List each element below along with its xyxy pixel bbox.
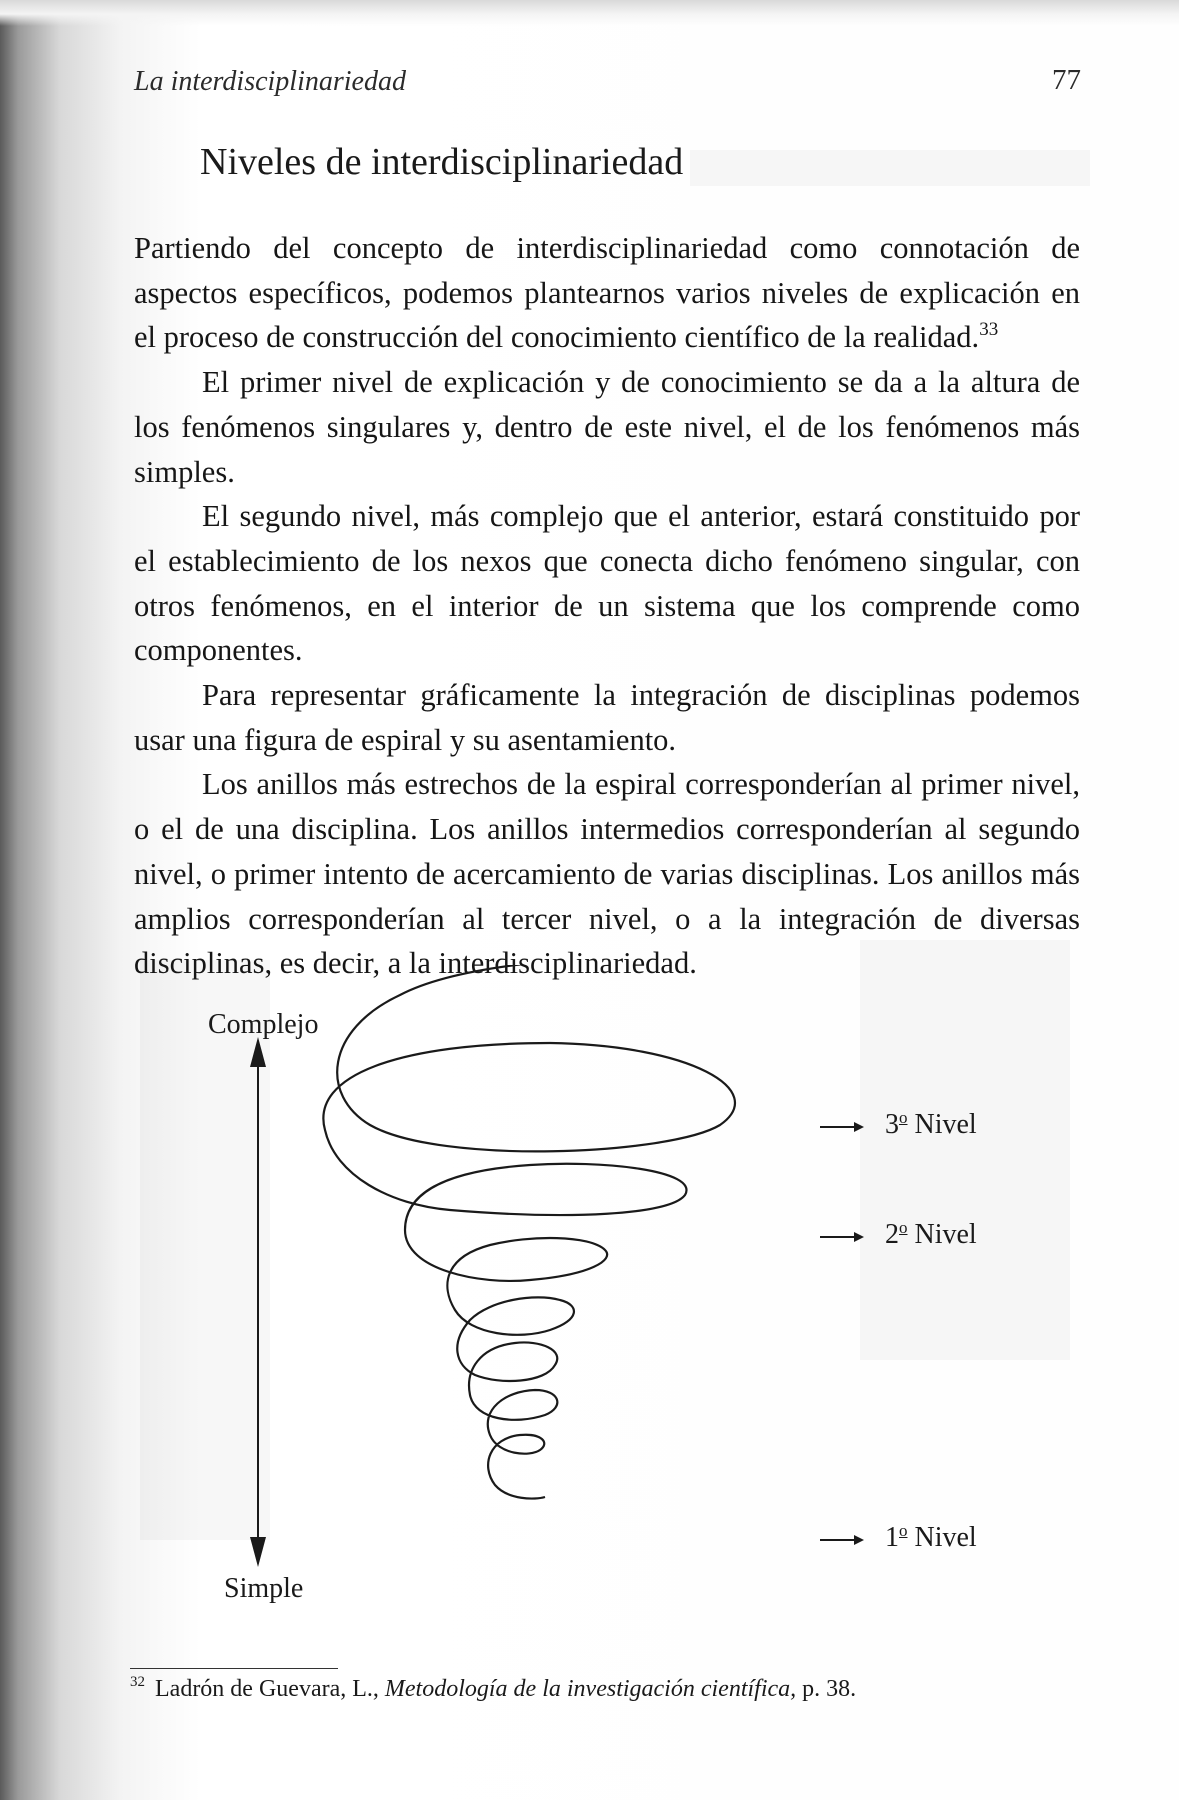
axis-bottom-label: Simple xyxy=(224,1573,304,1604)
footnote-author: Ladrón de Guevara, L., xyxy=(155,1676,379,1702)
spiral-figure xyxy=(150,965,1030,1615)
section-title: Niveles de interdisciplinariedad xyxy=(200,141,684,183)
paragraph-5: Los anillos más estrechos de la espiral corresponderían al primer nivel, o el de una disciplina. Los anillos intermedios corresponderían al segundo nivel, o primer intento de acercamiento de varias disciplinas. Los anillos más amplios corresponderían al tercer nivel, o a la integración de diversas disciplinas, es decir, a la interdisciplinariedad. xyxy=(134,767,1080,981)
footnote-rule xyxy=(130,1668,338,1669)
footnote-title: Metodología de la investigación científica, xyxy=(384,1676,797,1702)
show-through-shading xyxy=(690,150,1090,186)
spiral-curve xyxy=(323,965,750,1499)
axis-arrow-up-icon xyxy=(250,1037,266,1067)
paragraph-3: El segundo nivel, más complejo que el anterior, estará constituido por el establecimiento de los nexos que conecta dicho fenómeno singular, con otros fenómenos, en el interior de un sistema que los comprende como componentes. xyxy=(134,499,1080,668)
paragraph-4: Para representar gráficamente la integración de disciplinas podemos usar una figura de espiral y su asentamiento. xyxy=(134,678,1080,757)
running-head: La interdisciplinariedad xyxy=(134,66,406,97)
level-2-label: 2$^o$ Nivel xyxy=(885,1218,977,1250)
footnote xyxy=(130,1674,856,1703)
axis-top-label: Complejo xyxy=(208,1009,319,1040)
level-1-label: 1$^o$ Nivel xyxy=(885,1521,977,1553)
page-number: 77 xyxy=(1052,64,1081,96)
footnote-reference: 33 xyxy=(979,319,999,341)
page-top-shadow xyxy=(0,0,1179,26)
axis-arrow-down-icon xyxy=(250,1537,266,1567)
body-text xyxy=(134,226,1080,986)
spiral-diagram xyxy=(150,965,1030,1615)
level-3-label: 3$^o$ Nivel xyxy=(885,1108,977,1140)
paragraph-1: Partiendo del concepto de interdisciplinariedad como connotación de aspectos específicos, podemos plantearnos varios niveles de explicación en el proceso de construcción del conocimiento científico de la realidad.$^{33}$ xyxy=(134,231,1080,355)
paragraph-2: El primer nivel de explicación y de conocimiento se da a la altura de los fenómenos singulares y, dentro de este nivel, el de los fenómenos más simples. xyxy=(134,365,1080,489)
footnote-number: 32 xyxy=(130,1674,145,1690)
footnote-pages: p. 38. xyxy=(802,1676,857,1702)
